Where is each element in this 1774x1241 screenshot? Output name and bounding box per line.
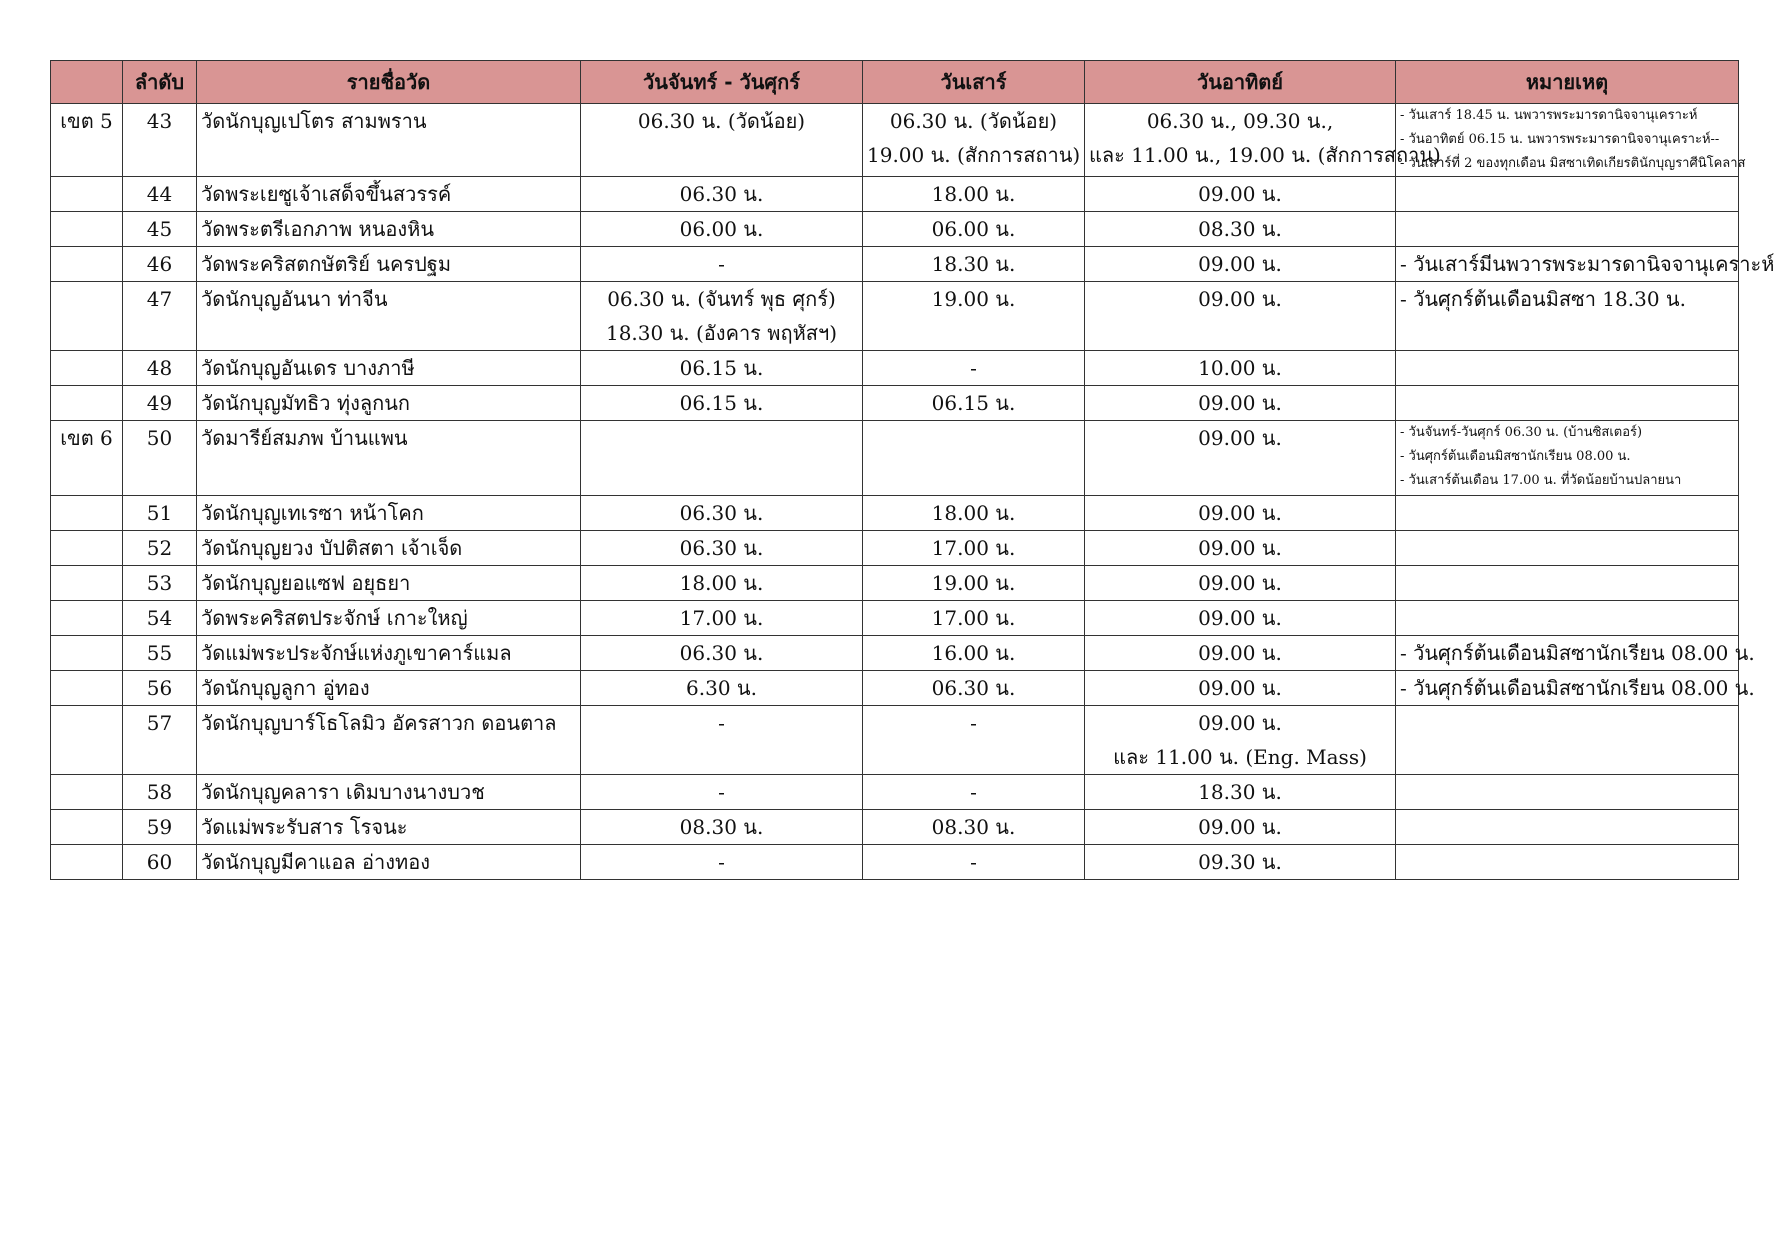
weekday-time-cell xyxy=(581,421,863,496)
zone-cell xyxy=(51,810,123,845)
church-name-cell: วัดนักบุญบาร์โธโลมิว อัครสาวก ดอนตาล xyxy=(197,706,581,775)
weekday-time-line: 06.15 น. xyxy=(679,356,764,380)
zone-cell: เขต 5 xyxy=(51,104,123,177)
number-cell: 58 xyxy=(123,775,197,810)
sunday-time-cell xyxy=(1085,601,1396,636)
table-row xyxy=(51,531,1739,566)
table-row xyxy=(51,386,1739,421)
zone-cell xyxy=(51,247,123,282)
sunday-time-line: 10.00 น. xyxy=(1198,356,1282,380)
church-name-cell: วัดนักบุญยวง บัปติสตา เจ้าเจ็ด xyxy=(197,531,581,566)
sunday-time-cell xyxy=(1085,531,1396,566)
number-cell: 45 xyxy=(123,212,197,247)
sunday-time-cell xyxy=(1085,496,1396,531)
table-row xyxy=(51,566,1739,601)
weekday-time-cell xyxy=(581,386,863,421)
saturday-time-line: 06.30 น. (วัดน้อย) xyxy=(889,109,1058,133)
zone-cell xyxy=(51,671,123,706)
church-name-cell: วัดนักบุญเปโตร สามพราน xyxy=(197,104,581,177)
mass-schedule-table xyxy=(50,60,1774,880)
note-line: - วันเสาร์มีนพวารพระมารดานิจจานุเคราะห์ xyxy=(1400,252,1774,276)
saturday-time-cell xyxy=(863,566,1085,601)
saturday-time-line: - xyxy=(970,850,977,874)
weekday-time-line: 06.30 น. (จันทร์ พุธ ศุกร์) xyxy=(607,287,836,311)
church-name-cell: วัดนักบุญมัทธิว ทุ่งลูกนก xyxy=(197,386,581,421)
zone-cell xyxy=(51,775,123,810)
church-name-cell: วัดพระคริสตกษัตริย์ นครปฐม xyxy=(197,247,581,282)
table-row xyxy=(51,845,1739,880)
note-line: - วันศุกร์ต้นเดือนมิสซานักเรียน 08.00 น. xyxy=(1400,449,1631,464)
weekday-time-cell xyxy=(581,177,863,212)
weekday-time-cell xyxy=(581,496,863,531)
table-row xyxy=(51,706,1739,775)
table-row xyxy=(51,601,1739,636)
weekday-time-cell xyxy=(581,247,863,282)
notes-cell xyxy=(1396,177,1739,212)
weekday-time-line: - xyxy=(718,780,725,804)
number-cell: 57 xyxy=(123,706,197,775)
number-cell: 50 xyxy=(123,421,197,496)
church-name-cell: วัดพระตรีเอกภาพ หนองหิน xyxy=(197,212,581,247)
header-zone xyxy=(51,61,123,104)
sunday-time-cell xyxy=(1085,845,1396,880)
number-cell: 56 xyxy=(123,671,197,706)
zone-cell xyxy=(51,282,123,351)
sunday-time-line: และ 11.00 น., 19.00 น. (สักการสถาน) xyxy=(1089,143,1441,167)
saturday-time-cell xyxy=(863,845,1085,880)
number-cell: 59 xyxy=(123,810,197,845)
sunday-time-cell xyxy=(1085,706,1396,775)
weekday-time-line: 6.30 น. xyxy=(686,676,757,700)
church-name-cell: วัดนักบุญอันนา ท่าจีน xyxy=(197,282,581,351)
sunday-time-line: 09.00 น. xyxy=(1198,571,1282,595)
header-no: ลำดับ xyxy=(123,61,197,104)
sunday-time-line: 09.00 น. xyxy=(1198,182,1282,206)
table-row xyxy=(51,671,1739,706)
table-row xyxy=(51,421,1739,496)
sunday-time-cell xyxy=(1085,351,1396,386)
weekday-time-line: 06.00 น. xyxy=(679,217,764,241)
notes-cell xyxy=(1396,247,1774,282)
sunday-time-line: 09.30 น. xyxy=(1198,850,1282,874)
weekday-time-cell xyxy=(581,601,863,636)
zone-cell xyxy=(51,531,123,566)
notes-cell xyxy=(1396,351,1739,386)
sunday-time-cell xyxy=(1085,566,1396,601)
saturday-time-line: 06.00 น. xyxy=(931,217,1016,241)
sunday-time-cell xyxy=(1085,177,1396,212)
sunday-time-line: 09.00 น. xyxy=(1198,536,1282,560)
sunday-time-line: 09.00 น. xyxy=(1198,287,1282,311)
table-row xyxy=(51,247,1739,282)
church-name-cell: วัดมารีย์สมภพ บ้านแพน xyxy=(197,421,581,496)
sunday-time-line: 18.30 น. xyxy=(1198,780,1282,804)
sunday-time-line: และ 11.00 น. (Eng. Mass) xyxy=(1113,745,1367,769)
table-row xyxy=(51,496,1739,531)
number-cell: 53 xyxy=(123,566,197,601)
number-cell: 48 xyxy=(123,351,197,386)
sunday-time-cell xyxy=(1085,386,1396,421)
notes-cell xyxy=(1396,636,1755,671)
note-line: - วันอาทิตย์ 06.15 น. นพวารพระมารดานิจจานุเคราะห์-- xyxy=(1400,132,1720,147)
weekday-time-line: - xyxy=(718,711,725,735)
weekday-time-line: 06.15 น. xyxy=(679,391,764,415)
saturday-time-line: 19.00 น. xyxy=(931,571,1016,595)
number-cell: 55 xyxy=(123,636,197,671)
header-notes: หมายเหตุ xyxy=(1396,61,1739,104)
church-name-cell: วัดนักบุญเทเรซา หน้าโคก xyxy=(197,496,581,531)
weekday-time-cell xyxy=(581,706,863,775)
saturday-time-cell xyxy=(863,212,1085,247)
note-line: - วันศุกร์ต้นเดือนมิสซา 18.30 น. xyxy=(1400,287,1686,311)
saturday-time-cell xyxy=(863,421,1085,496)
church-name-cell: วัดแม่พระประจักษ์แห่งภูเขาคาร์แมล xyxy=(197,636,581,671)
number-cell: 43 xyxy=(123,104,197,177)
weekday-time-line: 06.30 น. (วัดน้อย) xyxy=(637,109,806,133)
header-weekday: วันจันทร์ - วันศุกร์ xyxy=(581,61,863,104)
sunday-time-line: 09.00 น. xyxy=(1198,501,1282,525)
saturday-time-line: 06.15 น. xyxy=(931,391,1016,415)
sunday-time-line: 09.00 น. xyxy=(1198,815,1282,839)
table-row xyxy=(51,636,1739,671)
weekday-time-cell xyxy=(581,775,863,810)
weekday-time-line: 17.00 น. xyxy=(679,606,764,630)
church-name-cell: วัดพระคริสตประจักษ์ เกาะใหญ่ xyxy=(197,601,581,636)
saturday-time-cell xyxy=(863,177,1085,212)
sunday-time-cell xyxy=(1085,421,1396,496)
note-line: - วันศุกร์ต้นเดือนมิสซานักเรียน 08.00 น. xyxy=(1400,641,1755,665)
saturday-time-cell xyxy=(863,282,1085,351)
notes-cell xyxy=(1396,531,1739,566)
saturday-time-line: - xyxy=(970,780,977,804)
church-name-cell: วัดนักบุญยอแซฟ อยุธยา xyxy=(197,566,581,601)
header-sunday: วันอาทิตย์ xyxy=(1085,61,1396,104)
zone-cell: เขต 6 xyxy=(51,421,123,496)
saturday-time-line: 18.30 น. xyxy=(931,252,1016,276)
sunday-time-cell xyxy=(1085,212,1396,247)
weekday-time-line: 06.30 น. xyxy=(679,501,764,525)
notes-cell xyxy=(1396,282,1739,351)
sunday-time-line: 09.00 น. xyxy=(1198,641,1282,665)
sunday-time-line: 09.00 น. xyxy=(1198,426,1282,450)
sunday-time-cell xyxy=(1085,636,1396,671)
saturday-time-cell xyxy=(863,247,1085,282)
weekday-time-line: 08.30 น. xyxy=(679,815,764,839)
sunday-time-cell xyxy=(1085,775,1396,810)
church-name-cell: วัดแม่พระรับสาร โรจนะ xyxy=(197,810,581,845)
zone-cell xyxy=(51,845,123,880)
zone-cell xyxy=(51,351,123,386)
sunday-time-line: 08.30 น. xyxy=(1198,217,1282,241)
zone-cell xyxy=(51,706,123,775)
zone-cell xyxy=(51,386,123,421)
notes-cell xyxy=(1396,671,1755,706)
weekday-time-cell xyxy=(581,810,863,845)
zone-cell xyxy=(51,177,123,212)
saturday-time-line: 06.30 น. xyxy=(931,676,1016,700)
saturday-time-cell xyxy=(863,104,1085,177)
church-name-cell: วัดนักบุญลูกา อู่ทอง xyxy=(197,671,581,706)
sunday-time-line: 09.00 น. xyxy=(1198,391,1282,415)
note-line: - วันศุกร์ต้นเดือนมิสซานักเรียน 08.00 น. xyxy=(1400,676,1755,700)
zone-cell xyxy=(51,601,123,636)
weekday-time-line: 06.30 น. xyxy=(679,641,764,665)
zone-cell xyxy=(51,636,123,671)
table-row xyxy=(51,351,1739,386)
sunday-time-line: 09.00 น. xyxy=(1198,711,1282,735)
sunday-time-cell xyxy=(1085,671,1396,706)
note-line: - วันจันทร์-วันศุกร์ 06.30 น. (บ้านซิสเตอร์) xyxy=(1400,425,1643,440)
table-row xyxy=(51,177,1739,212)
sunday-time-cell xyxy=(1085,247,1396,282)
sunday-time-cell xyxy=(1085,282,1396,351)
weekday-time-line: 06.30 น. xyxy=(679,182,764,206)
sunday-time-line: 09.00 น. xyxy=(1198,676,1282,700)
notes-cell xyxy=(1396,496,1739,531)
notes-cell xyxy=(1396,775,1739,810)
zone-cell xyxy=(51,212,123,247)
sunday-time-line: 09.00 น. xyxy=(1198,252,1282,276)
note-line: - วันเสาร์ 18.45 น. นพวารพระมารดานิจจานุเคราะห์ xyxy=(1400,108,1698,123)
church-name-cell: วัดนักบุญอันเดร บางภาษี xyxy=(197,351,581,386)
saturday-time-line: 19.00 น. xyxy=(931,287,1016,311)
notes-cell xyxy=(1396,212,1739,247)
notes-cell xyxy=(1396,845,1739,880)
weekday-time-cell xyxy=(581,104,863,177)
table-row xyxy=(51,104,1739,177)
saturday-time-cell xyxy=(863,496,1085,531)
saturday-time-line: 17.00 น. xyxy=(931,536,1016,560)
number-cell: 54 xyxy=(123,601,197,636)
saturday-time-line: 08.30 น. xyxy=(931,815,1016,839)
notes-cell xyxy=(1396,601,1739,636)
notes-cell xyxy=(1396,566,1739,601)
sunday-time-line: 09.00 น. xyxy=(1198,606,1282,630)
church-name-cell: วัดนักบุญคลารา เดิมบางนางบวช xyxy=(197,775,581,810)
saturday-time-cell xyxy=(863,706,1085,775)
number-cell: 52 xyxy=(123,531,197,566)
notes-cell xyxy=(1396,706,1739,775)
saturday-time-cell xyxy=(863,601,1085,636)
saturday-time-cell xyxy=(863,531,1085,566)
notes-cell xyxy=(1396,386,1739,421)
note-line: - วันเสาร์ที่ 2 ของทุกเดือน มิสซาเทิดเกียรตินักบุญราศีนิโคลาส xyxy=(1400,156,1746,171)
number-cell: 49 xyxy=(123,386,197,421)
weekday-time-cell xyxy=(581,845,863,880)
table-row xyxy=(51,775,1739,810)
saturday-time-line: 16.00 น. xyxy=(931,641,1016,665)
notes-cell xyxy=(1396,810,1739,845)
saturday-time-line: - xyxy=(970,356,977,380)
number-cell: 46 xyxy=(123,247,197,282)
saturday-time-line: - xyxy=(970,711,977,735)
header-name: รายชื่อวัด xyxy=(197,61,581,104)
church-name-cell: วัดพระเยซูเจ้าเสด็จขึ้นสวรรค์ xyxy=(197,177,581,212)
notes-cell xyxy=(1396,421,1739,496)
table-row xyxy=(51,282,1739,351)
sunday-time-cell xyxy=(1085,104,1441,177)
saturday-time-line: 18.00 น. xyxy=(931,501,1016,525)
weekday-time-cell xyxy=(581,212,863,247)
saturday-time-line: 17.00 น. xyxy=(931,606,1016,630)
header-row xyxy=(51,61,1739,104)
weekday-time-cell xyxy=(581,282,863,351)
saturday-time-cell xyxy=(863,636,1085,671)
saturday-time-cell xyxy=(863,671,1085,706)
table-row xyxy=(51,212,1739,247)
saturday-time-cell xyxy=(863,775,1085,810)
saturday-time-cell xyxy=(863,351,1085,386)
weekday-time-cell xyxy=(581,566,863,601)
weekday-time-cell xyxy=(581,531,863,566)
number-cell: 51 xyxy=(123,496,197,531)
weekday-time-line: 06.30 น. xyxy=(679,536,764,560)
weekday-time-line: - xyxy=(718,850,725,874)
saturday-time-cell xyxy=(863,386,1085,421)
saturday-time-cell xyxy=(863,810,1085,845)
number-cell: 60 xyxy=(123,845,197,880)
table-row xyxy=(51,810,1739,845)
zone-cell xyxy=(51,566,123,601)
weekday-time-line: 18.00 น. xyxy=(679,571,764,595)
weekday-time-cell xyxy=(581,351,863,386)
zone-cell xyxy=(51,496,123,531)
saturday-time-line: 19.00 น. (สักการสถาน) xyxy=(867,143,1081,167)
number-cell: 47 xyxy=(123,282,197,351)
notes-cell xyxy=(1396,104,1746,177)
saturday-time-line: 18.00 น. xyxy=(931,182,1016,206)
sunday-time-line: 06.30 น., 09.30 น., xyxy=(1146,109,1334,133)
note-line: - วันเสาร์ต้นเดือน 17.00 น. ที่วัดน้อยบ้านปลายนา xyxy=(1400,473,1682,488)
church-name-cell: วัดนักบุญมีคาแอล อ่างทอง xyxy=(197,845,581,880)
weekday-time-cell xyxy=(581,636,863,671)
header-saturday: วันเสาร์ xyxy=(863,61,1085,104)
weekday-time-line: 18.30 น. (อังคาร พฤหัสฯ) xyxy=(605,321,837,345)
weekday-time-cell xyxy=(581,671,863,706)
table-body xyxy=(51,104,1774,880)
number-cell: 44 xyxy=(123,177,197,212)
weekday-time-line: - xyxy=(718,252,725,276)
sunday-time-cell xyxy=(1085,810,1396,845)
